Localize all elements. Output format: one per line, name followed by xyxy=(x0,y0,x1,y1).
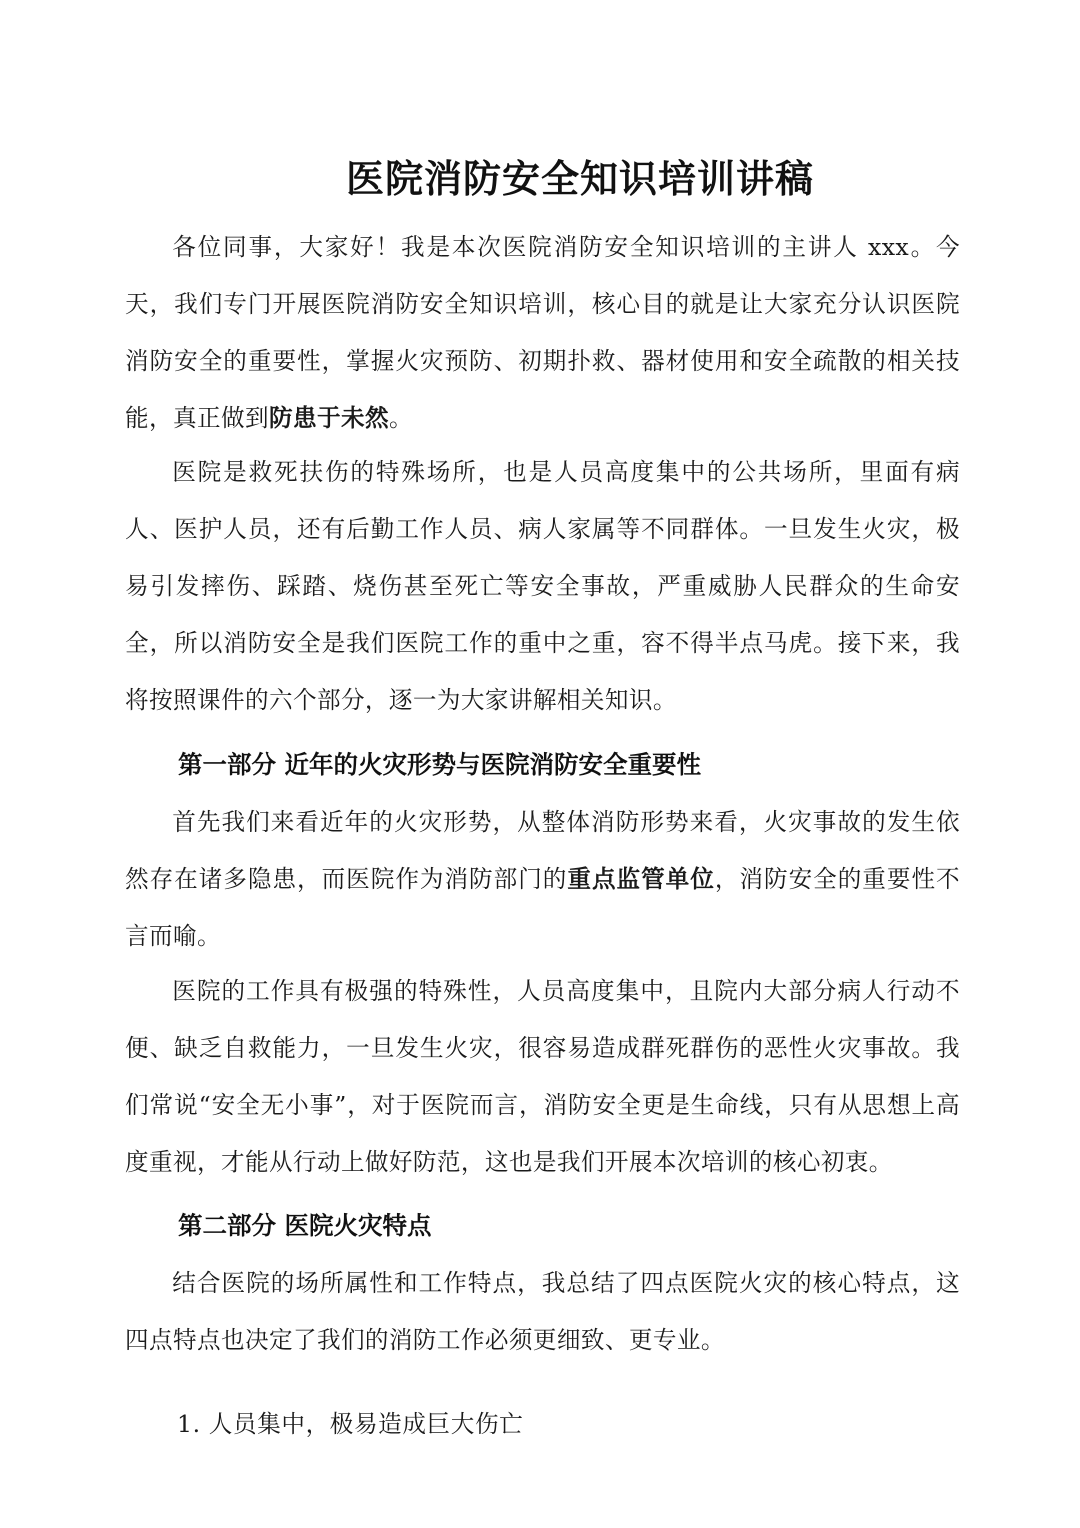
hospital-context-paragraph: 医院是救死扶伤的特殊场所，也是人员高度集中的公共场所，里面有病人、医护人员，还有后勤工作人员、病人家属等不同群体。一旦发生火灾，极易引发摔伤、踩踏、烧伤甚至死亡等安全事故，严重威胁人民群众的生命安全，所以消防安全是我们医院工作的重中之重，容不得半点马虎。接下来，我将按照课件的六个部分，逐一为大家讲解相关知识。 xyxy=(125,458,960,714)
fire-characteristics-paragraph: 结合医院的场所属性和工作特点，我总结了四点医院火灾的核心特点，这四点特点也决定了我们的消防工作必须更细致、更专业。 xyxy=(125,1269,960,1354)
document-title: 医院消防安全知识培训讲稿 xyxy=(345,157,814,201)
fire-situation-paragraph xyxy=(125,794,960,965)
section-heading-part-two: 第二部分 医院火灾特点 xyxy=(178,1211,432,1240)
intro-paragraph xyxy=(125,219,960,447)
fire-situation-emphasis: 重点监管单位 xyxy=(567,865,715,893)
intro-emphasis: 防患于未然 xyxy=(268,404,389,432)
fire-situation-text-end: ，消防安全的重要性不言而喻。 xyxy=(125,865,961,950)
hospital-specialty-paragraph: 医院的工作具有极强的特殊性，人员高度集中，且院内大部分病人行动不便、缺乏自救能力，一旦发生火灾，很容易造成群死群伤的恶性火灾事故。我们常说“安全无小事”，对于医院而言，消防安全更是生命线，只有从思想上高度重视，才能从行动上做好防范，这也是我们开展本次培训的核心初衷。 xyxy=(125,977,960,1176)
list-item-one: 1. 人员集中，极易造成巨大伤亡 xyxy=(177,1410,524,1438)
section-heading-part-one: 第一部分 近年的火灾形势与医院消防安全重要性 xyxy=(178,750,702,779)
intro-text-end: 。 xyxy=(388,404,413,432)
fire-situation-text: 首先我们来看近年的火灾形势，从整体消防形势来看，火灾事故的发生依然存在诸多隐患，而医院作为消防部门的 xyxy=(125,808,960,893)
intro-text: 各位同事，大家好！我是本次医院消防安全知识培训的主讲人 xxx。今天，我们专门开展医院消防安全知识培训，核心目的就是让大家充分认识医院消防安全的重要性，掌握火灾预防、初期扑救、器材使用和安全疏散的相关技能，真正做到 xyxy=(125,233,960,432)
